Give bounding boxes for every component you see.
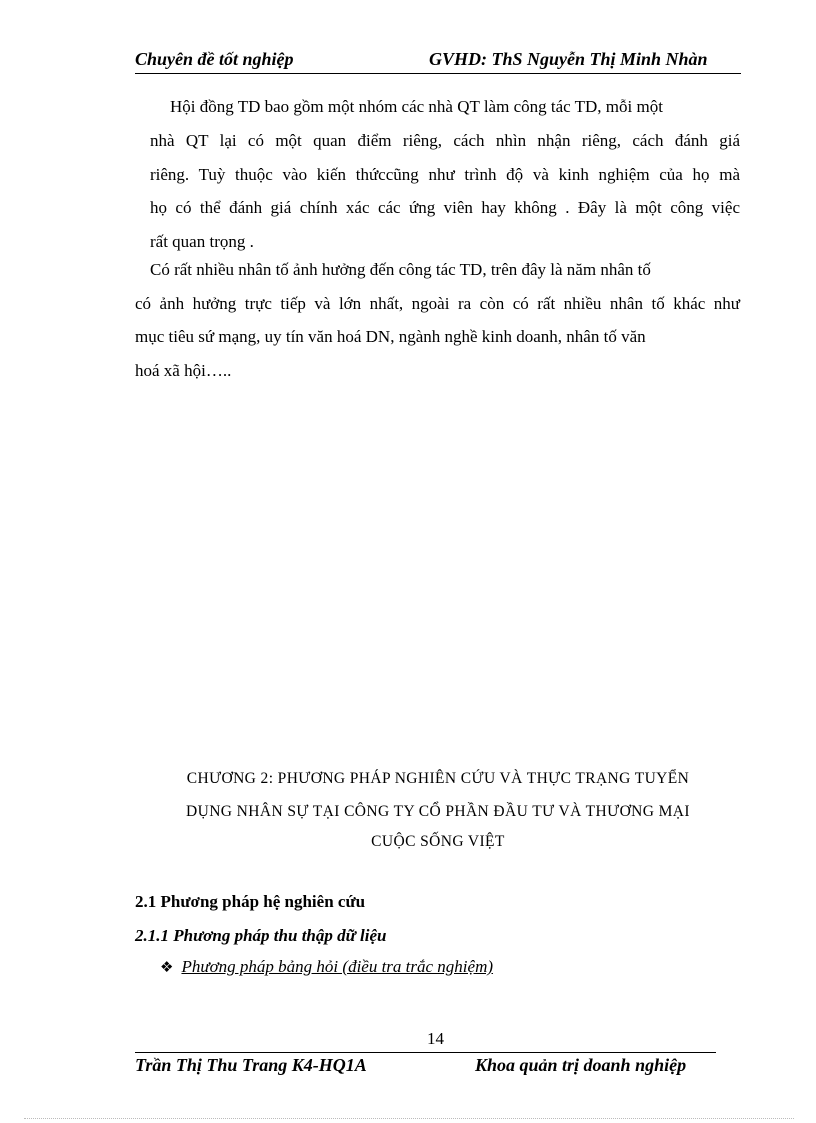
subsection-heading: 2.1.1 Phương pháp thu thập dữ liệu bbox=[135, 926, 387, 945]
footer-right: Khoa quản trị doanh nghiệp bbox=[475, 1055, 687, 1075]
page-footer bbox=[135, 1052, 716, 1079]
chapter-title-line-1: CHƯƠNG 2: PHƯƠNG PHÁP NGHIÊN CỨU VÀ THỰC TRẠNG TUYỂN bbox=[186, 770, 690, 787]
footer-left: Trần Thị Thu Trang K4-HQ1A bbox=[135, 1055, 367, 1075]
header-right: GVHD: ThS Nguyễn Thị Minh Nhàn bbox=[429, 49, 708, 69]
page-border bbox=[24, 1118, 794, 1119]
bullet-text: Phương pháp bảng hỏi (điều tra trắc nghiệm) bbox=[181, 957, 494, 976]
p2-line-2: có ảnh hưởng trực tiếp và lớn nhất, ngoài ra còn có rất nhiều nhân tố khác như bbox=[135, 294, 740, 313]
p2-line-3: mục tiêu sứ mạng, uy tín văn hoá DN, ngành nghề kinh doanh, nhân tố văn bbox=[135, 327, 646, 346]
diamond-bullet-icon: ❖ bbox=[160, 958, 174, 976]
section-heading: 2.1 Phương pháp hệ nghiên cứu bbox=[135, 892, 366, 911]
bullet-item bbox=[160, 957, 493, 977]
header-left: Chuyên đề tốt nghiệp bbox=[135, 49, 294, 69]
p1-line-1: Hội đồng TD bao gồm một nhóm các nhà QT làm công tác TD, mỗi một bbox=[170, 97, 663, 116]
p2-line-1: Có rất nhiều nhân tố ảnh hưởng đến công tác TD, trên đây là năm nhân tố bbox=[150, 260, 651, 279]
p2-line-4: hoá xã hội….. bbox=[135, 361, 232, 380]
chapter-title-line-3: CUỘC SỐNG VIỆT bbox=[371, 833, 505, 850]
p1-line-3: riêng. Tuỳ thuộc vào kiến thứccũng như trình độ và kinh nghiệm của họ mà bbox=[150, 165, 740, 184]
p1-line-4: họ có thể đánh giá chính xác các ứng viên hay không . Đây là một công việc bbox=[150, 198, 740, 217]
p1-line-2: nhà QT lại có một quan điểm riêng, cách nhìn nhận riêng, cách đánh giá bbox=[150, 131, 740, 150]
chapter-title-line-2: DỤNG NHÂN SỰ TẠI CÔNG TY CỔ PHẦN ĐẦU TƯ VÀ THƯƠNG MẠI bbox=[186, 803, 690, 820]
page-number: 14 bbox=[427, 1029, 444, 1048]
p1-line-5: rất quan trọng . bbox=[150, 232, 254, 251]
page-header bbox=[135, 49, 741, 74]
